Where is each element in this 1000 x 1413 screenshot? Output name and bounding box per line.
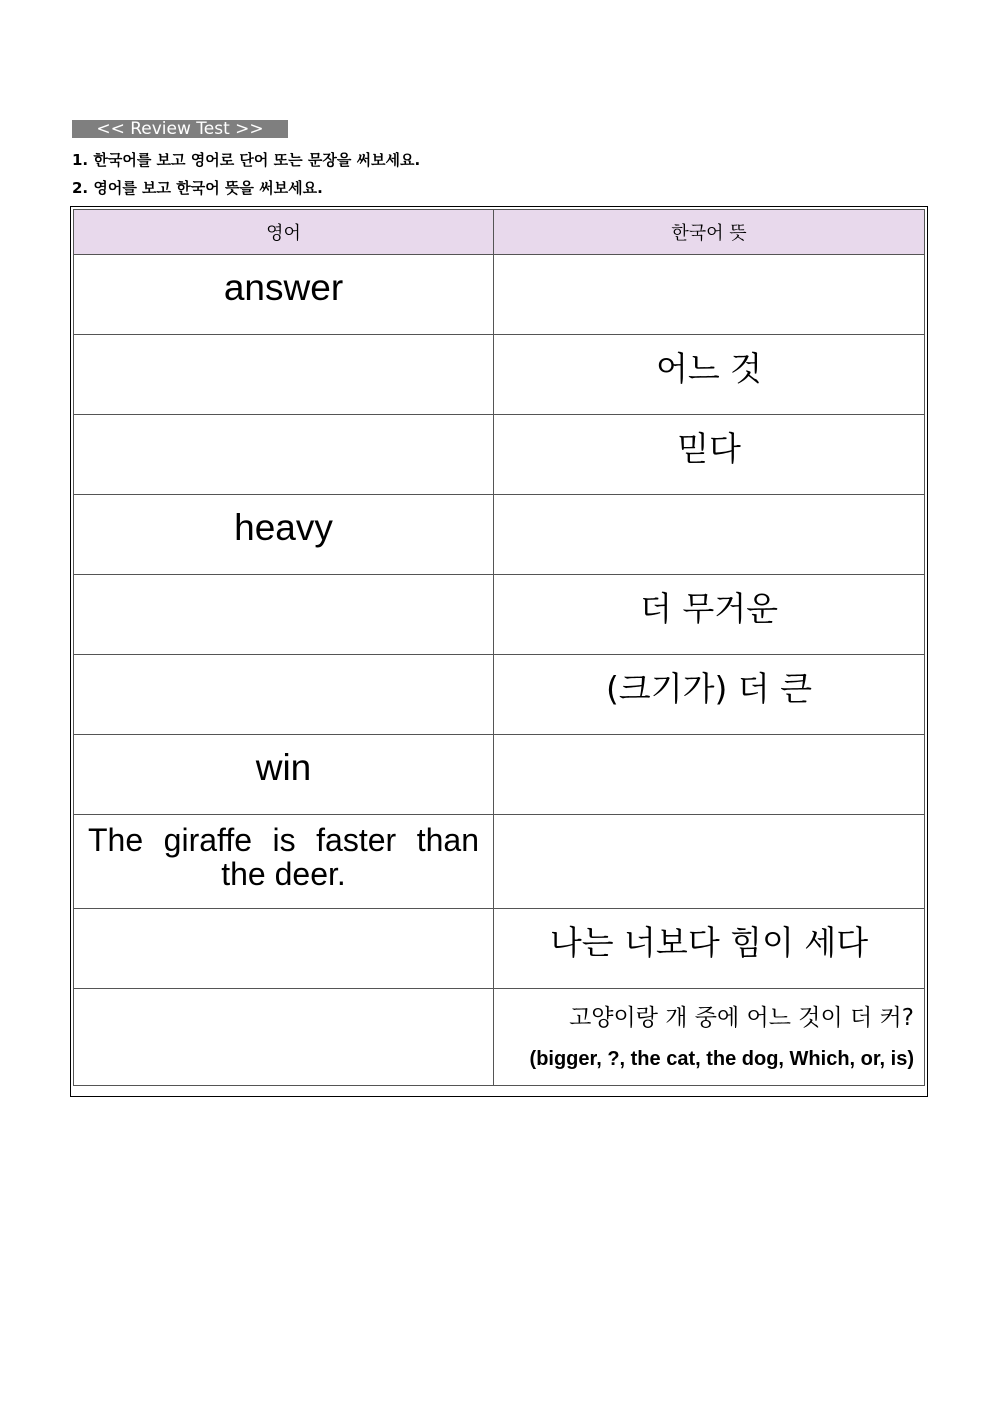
column-header-english: 영어 [74,210,494,255]
korean-cell[interactable] [494,495,925,575]
table-row [74,909,925,989]
korean-cell[interactable]: 더 무거운 [494,575,925,655]
instruction-2: 2. 영어를 보고 한국어 뜻을 써보세요. [72,179,323,197]
english-sentence-cell[interactable]: The giraffe is faster than the deer. [74,815,494,909]
english-cell[interactable] [74,909,494,989]
table-row [74,815,925,909]
korean-cell[interactable] [494,255,925,335]
korean-cell[interactable]: 나는 너보다 힘이 세다 [494,909,925,989]
english-cell[interactable] [74,415,494,495]
table-row [74,989,925,1086]
korean-cell[interactable]: 어느 것 [494,335,925,415]
worksheet-table-frame [70,206,928,1097]
table-row [74,255,925,335]
instruction-1: 1. 한국어를 보고 영어로 단어 또는 문장을 써보세요. [72,151,421,169]
korean-cell[interactable]: 믿다 [494,415,925,495]
korean-cell[interactable] [494,815,925,909]
table-row [74,495,925,575]
english-cell[interactable]: win [74,735,494,815]
table-row [74,655,925,735]
vocabulary-table [73,209,925,1086]
korean-cell[interactable]: (크기가) 더 큰 [494,655,925,735]
table-row [74,575,925,655]
english-cell[interactable]: answer [74,255,494,335]
table-header-row [74,210,925,255]
english-cell[interactable] [74,335,494,415]
korean-question-text: 고양이랑 개 중에 어느 것이 더 커? [569,1005,914,1031]
table-row [74,735,925,815]
english-cell[interactable] [74,575,494,655]
word-hint: (bigger, ?, the cat, the dog, Which, or, is) [529,1048,914,1070]
english-cell[interactable] [74,989,494,1086]
review-test-title: << Review Test >> [72,120,288,138]
column-header-korean: 한국어 뜻 [494,210,925,255]
english-cell[interactable] [74,655,494,735]
korean-cell[interactable] [494,735,925,815]
table-row [74,335,925,415]
table-row [74,415,925,495]
korean-question-cell[interactable] [494,989,925,1086]
english-cell[interactable]: heavy [74,495,494,575]
